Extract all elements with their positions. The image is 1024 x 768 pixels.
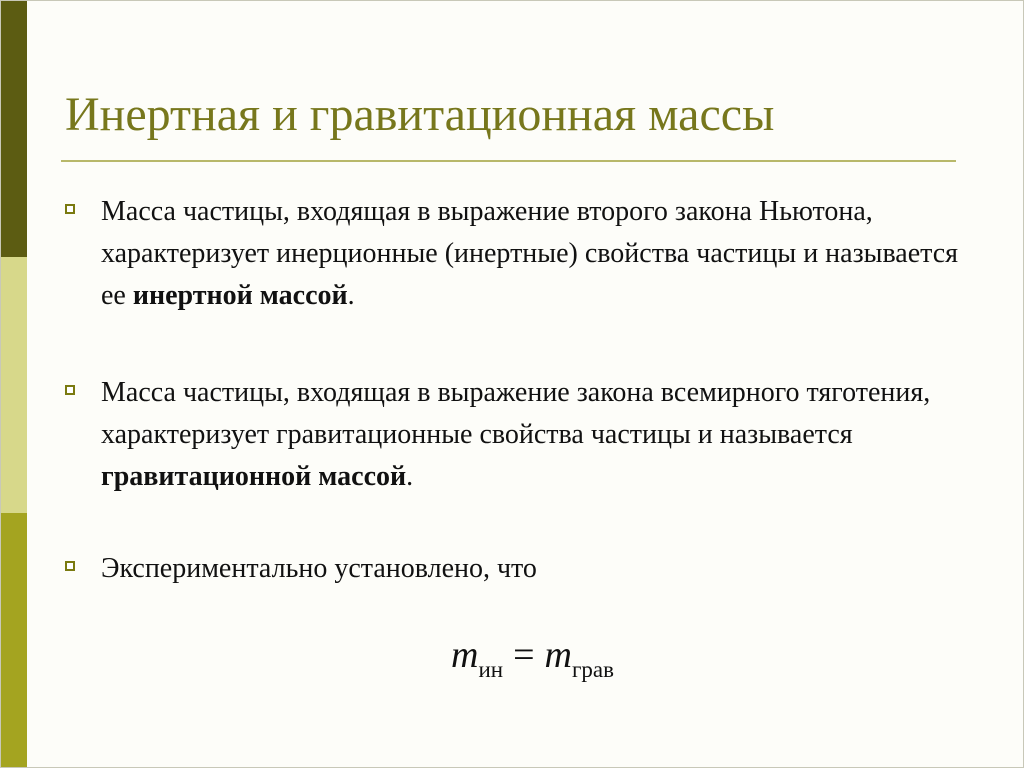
slide-title: Инертная и гравитационная массы bbox=[65, 88, 775, 141]
hollow-square-bullet-icon bbox=[65, 385, 75, 395]
formula-equals-sign: = bbox=[513, 634, 535, 676]
accent-strip bbox=[1, 1, 27, 768]
formula-gravitational-mass-symbol: m bbox=[544, 634, 572, 676]
accent-strip-dark-segment bbox=[1, 1, 27, 257]
hollow-square-bullet-icon bbox=[65, 204, 75, 214]
title-underline bbox=[61, 160, 956, 162]
bullet-text bbox=[101, 548, 971, 590]
bullet-text bbox=[101, 372, 971, 498]
hollow-square-bullet-icon bbox=[65, 561, 75, 571]
accent-strip-light-segment bbox=[1, 257, 27, 513]
mass-equality-formula bbox=[451, 633, 614, 683]
accent-strip-mid-segment bbox=[1, 513, 27, 768]
bullet-text-plain: Масса частицы, входящая в выражение второго закона Ньютона, характеризует инерционные (инертные) свойства частицы и называется ее bbox=[101, 196, 959, 311]
bullet-text bbox=[101, 191, 971, 317]
bullet-text-plain: Экспериментально установлено, что bbox=[101, 553, 537, 584]
formula-inertial-mass-symbol: m bbox=[451, 634, 479, 676]
formula-inertial-subscript: ин bbox=[478, 657, 504, 682]
bullet-text-end: . bbox=[406, 461, 414, 492]
formula-gravitational-subscript: грав bbox=[571, 657, 614, 682]
bullet-text-bold-term: инертной массой bbox=[132, 280, 348, 311]
bullet-text-plain: Масса частицы, входящая в выражение закона всемирного тяготения, характеризует гравитационные свойства частицы и называется bbox=[101, 377, 931, 450]
bullet-text-bold-term: гравитационной массой bbox=[101, 461, 407, 492]
bullet-text-end: . bbox=[347, 280, 355, 311]
